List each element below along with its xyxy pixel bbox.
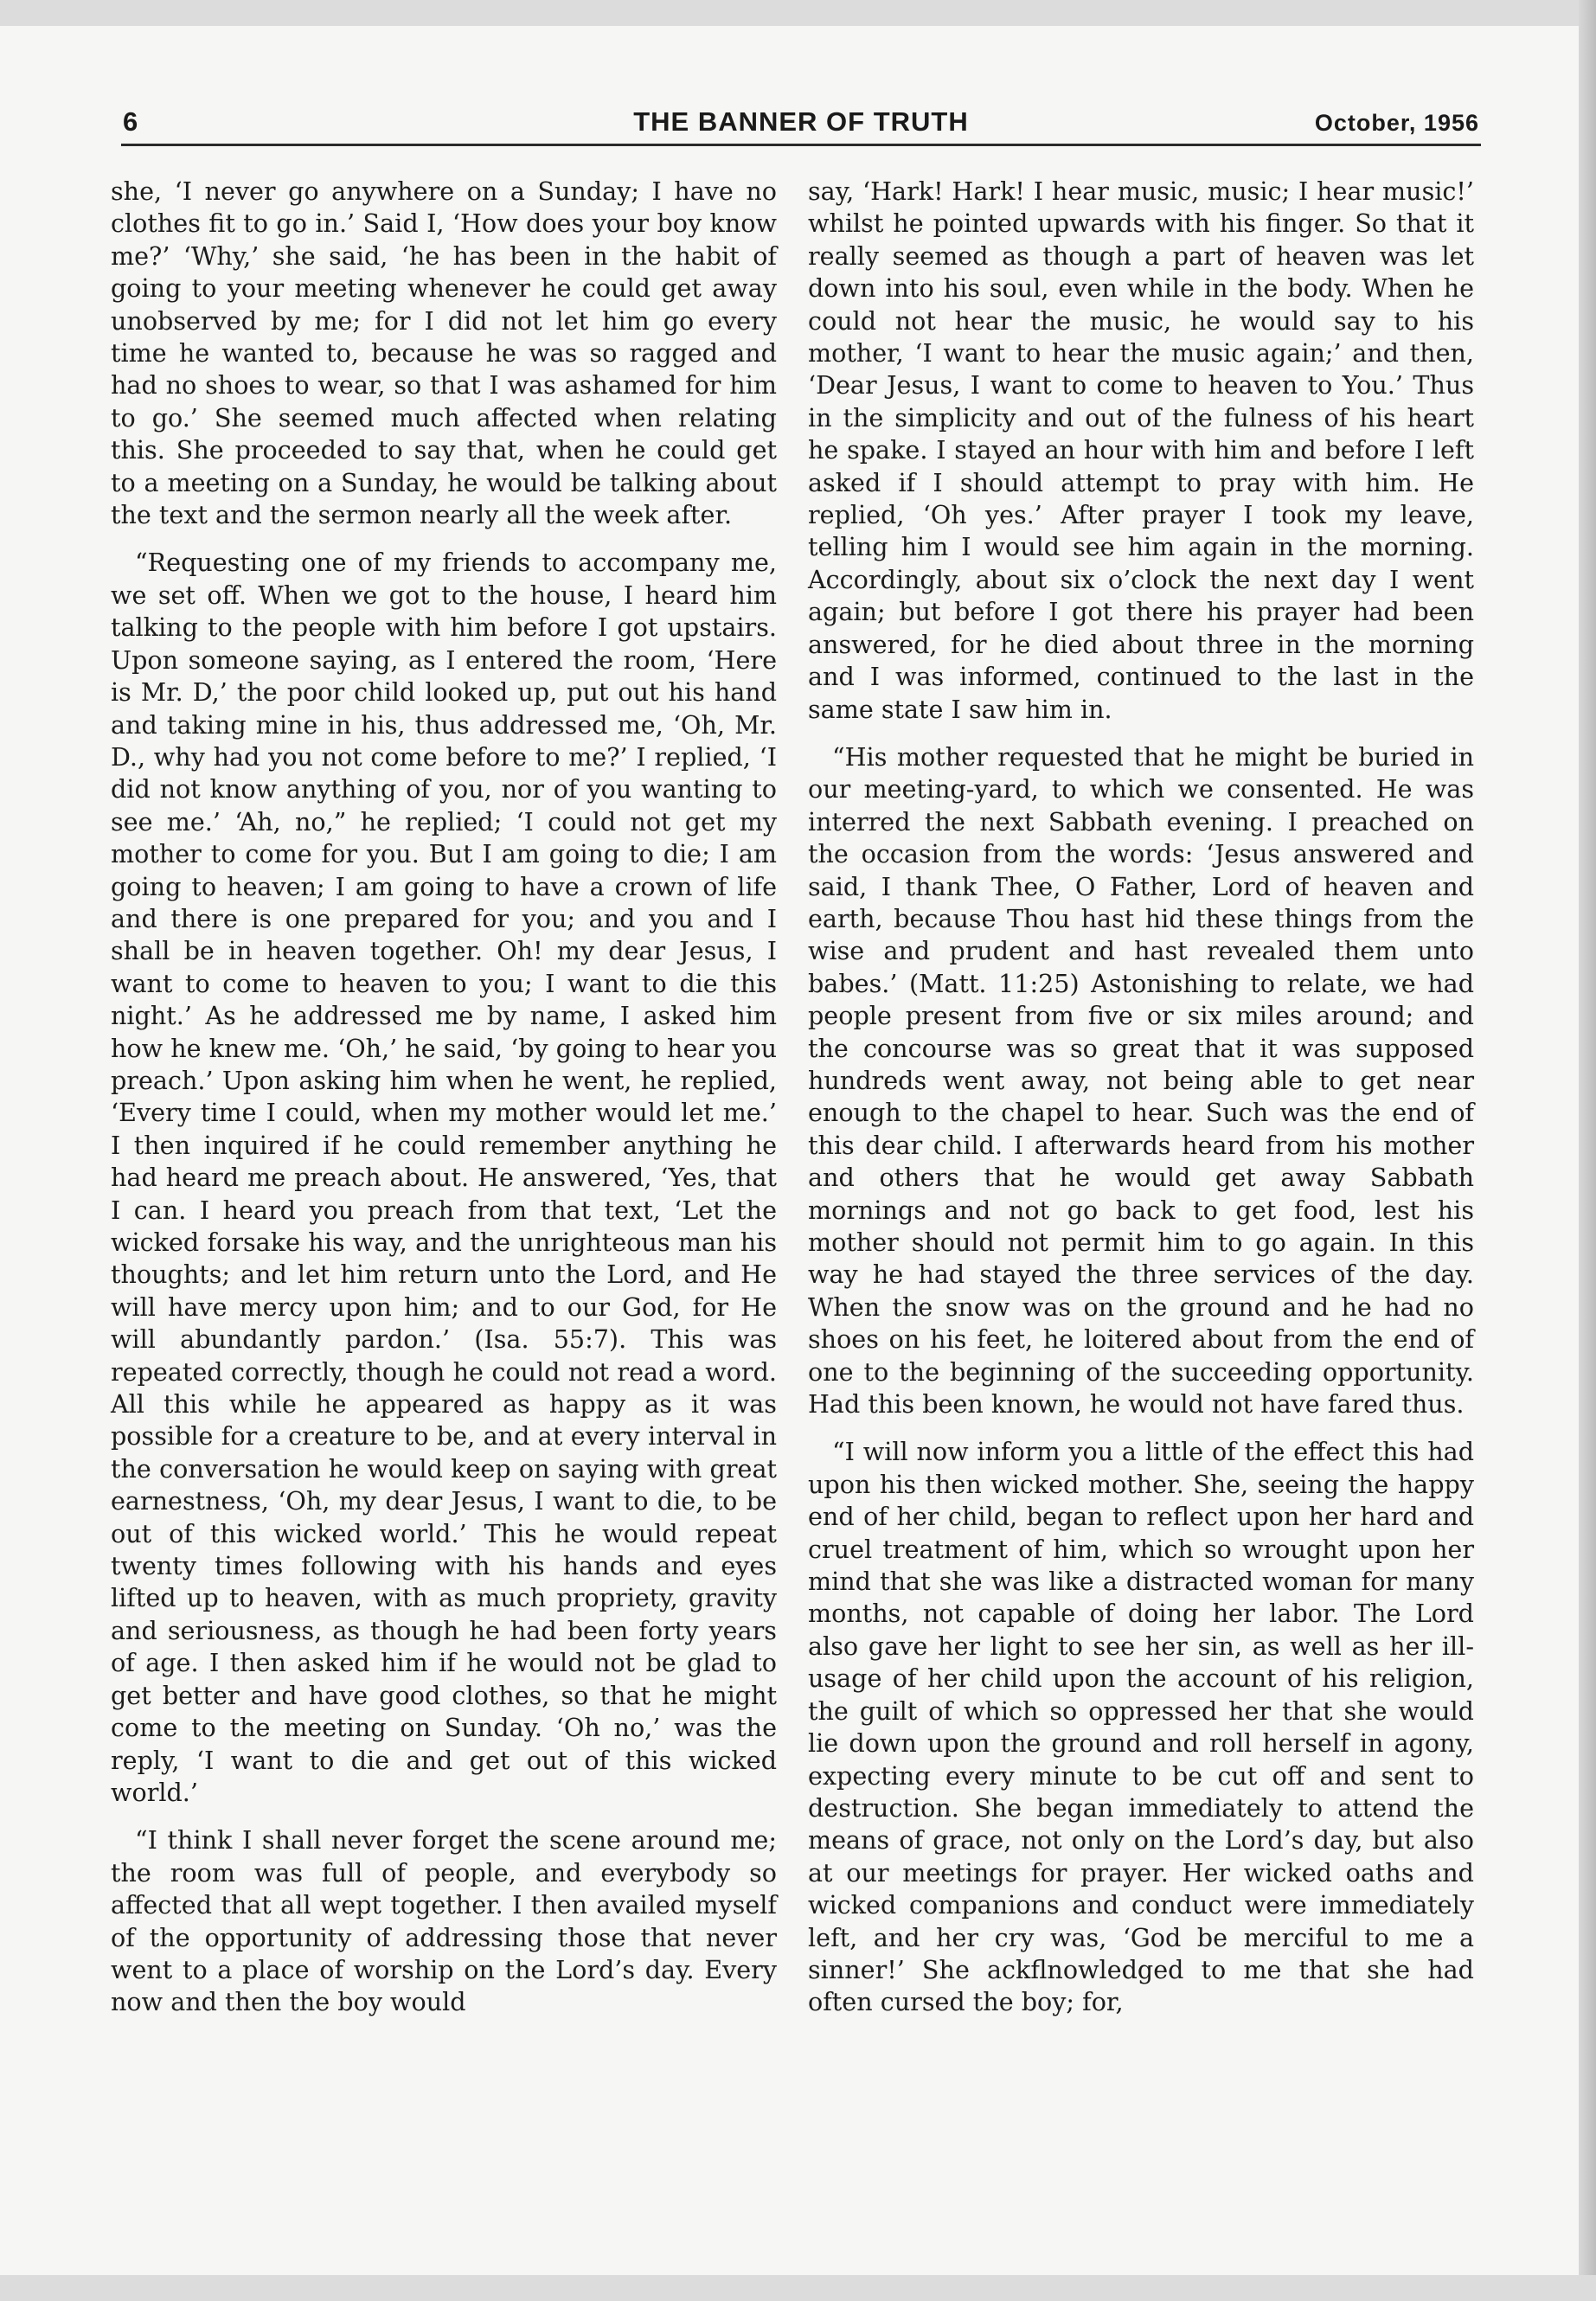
paragraph: “I will now inform you a little of the effect this had upon his then wicked mother. She, seeing the happy end of her child, began to reflect upon her hard and cruel treatment of him, which so wrought upon her mind that she was like a distracted woman for many months, not capable of doing her labor. The Lord also gave her light to see her sin, as well as her ill-usage of her child upon the account of his religion, the guilt of which so oppressed her that she would lie down upon the ground and roll herself in agony, expecting every minute to be cut off and sent to destruction. She began immediately to attend the means of grace, not only on the Lord’s day, but also at our meetings for prayer. Her wicked oaths and wicked companions and conduct were immediately left, and her cry was, ‘God be merciful to me a sinner!’ She ackflnowledged to me that she had often cursed the boy; for, [808, 1437, 1474, 2017]
scan-border-right [1579, 0, 1596, 2301]
page-number: 6 [123, 106, 138, 137]
issue-date: October, 1956 [1314, 110, 1479, 136]
running-header [123, 106, 1479, 141]
paragraph: “Requesting one of my friends to accompany me, we set off. When we got to the house, I heard him talking to the people with him before I got upstairs. Upon someone saying, as I entered the room, ‘Here is Mr. D,’ the poor child looked up, put out his hand and taking mine in his, thus addressed me, ‘Oh, Mr. D., why had you not come before to me?’ I replied, ‘I did not know anything of you, nor of you wanting to see me.’ ‘Ah, no,” he replied; ‘I could not get my mother to come for you. But I am going to die; I am going to heaven; I am going to have a crown of life and there is one prepared for you; and you and I shall be in heaven together. Oh! my dear Jesus, I want to come to heaven to you; I want to die this night.’ As he addressed me by name, I asked him how he knew me. ‘Oh,’ he said, ‘by going to hear you preach.’ Upon asking him when he went, he replied, ‘Every time I could, when my mother would let me.’ I then inquired if he could remember anything he had heard me preach about. He answered, ‘Yes, that I can. I heard you preach from that text, ‘Let the wicked forsake his way, and the unrighteous man his thoughts; and let him return unto the Lord, and He will have mercy upon him; and to our God, for He will abundantly pardon.’ (Isa. 55:7). This was repeated correctly, though he could not read a word. All this while he appeared as happy as it was possible for a creature to be, and at every interval in the conversation he would keep on saying with great earnestness, ‘Oh, my dear Jesus, I want to die, to be out of this wicked world.’ This he would repeat twenty times following with his hands and eyes lifted up to heaven, with as much propriety, gravity and seriousness, as though he had been forty years of age. I then asked him if he would not be glad to get better and have good clothes, so that he might come to the meeting on Sunday. ‘Oh no,’ was the reply, ‘I want to die and get out of this wicked world.’ [111, 548, 777, 1807]
header-rule [121, 144, 1481, 146]
publication-title: THE BANNER OF TRUTH [633, 106, 969, 137]
scan-border-top [0, 0, 1596, 26]
scan-border-bottom [0, 2275, 1596, 2301]
right-column [808, 176, 1474, 2019]
paragraph: “His mother requested that he might be buried in our meeting-yard, to which we consented. He was interred the next Sabbath evening. I preached on the occasion from the words: ‘Jesus answered and said, I thank Thee, O Father, Lord of heaven and earth, because Thou hast hid these things from the wise and prudent and hast revealed them unto babes.’ (Matt. 11:25) Astonishing to relate, we had people present from five or six miles around; and the concourse was so great that it was supposed hundreds went away, not being able to get near enough to the chapel to hear. Such was the end of this dear child. I afterwards heard from his mother and others that he would get away Sabbath mornings and not go back to get food, lest his mother should not permit him to go again. In this way he had stayed the three services of the day. When the snow was on the ground and he had no shoes on his feet, he loitered about from the end of one to the beginning of the succeeding opportunity. Had this been known, he would not have fared thus. [808, 741, 1474, 1420]
paragraph: say, ‘Hark! Hark! I hear music, music; I hear music!’ whilst he pointed upwards with his finger. So that it really seemed as though a part of heaven was let down into his soul, even while in the body. When he could not hear the music, he would say to his mother, ‘I want to hear the music again;’ and then, ‘Dear Jesus, I want to come to heaven to You.’ Thus in the simplicity and out of the fulness of his heart he spake. I stayed an hour with him and before I left asked if I should attempt to pray with him. He replied, ‘Oh yes.’ After prayer I took my leave, telling him I would see him again in the morning. Accordingly, about six o’clock the next day I went again; but before I got there his prayer had been answered, for he died about three in the morning and I was informed, continued to the last in the same state I saw him in. [808, 176, 1474, 724]
paragraph: she, ‘I never go anywhere on a Sunday; I have no clothes fit to go in.’ Said I, ‘How does your boy know me?’ ‘Why,’ she said, ‘he has been in the habit of going to your meeting whenever he could get away unobserved by me; for I did not let him go every time he wanted to, because he was so ragged and had no shoes to wear, so that I was ashamed for him to go.’ She seemed much affected when relating this. She proceeded to say that, when he could get to a meeting on a Sunday, he would be talking about the text and the sermon nearly all the week after. [111, 176, 777, 530]
paragraph: “I think I shall never forget the scene around me; the room was full of people, and everybody so affected that all wept together. I then availed myself of the opportunity of addressing those that never went to a place of worship on the Lord’s day. Every now and then the boy would [111, 1825, 777, 2017]
left-column [111, 176, 777, 2019]
